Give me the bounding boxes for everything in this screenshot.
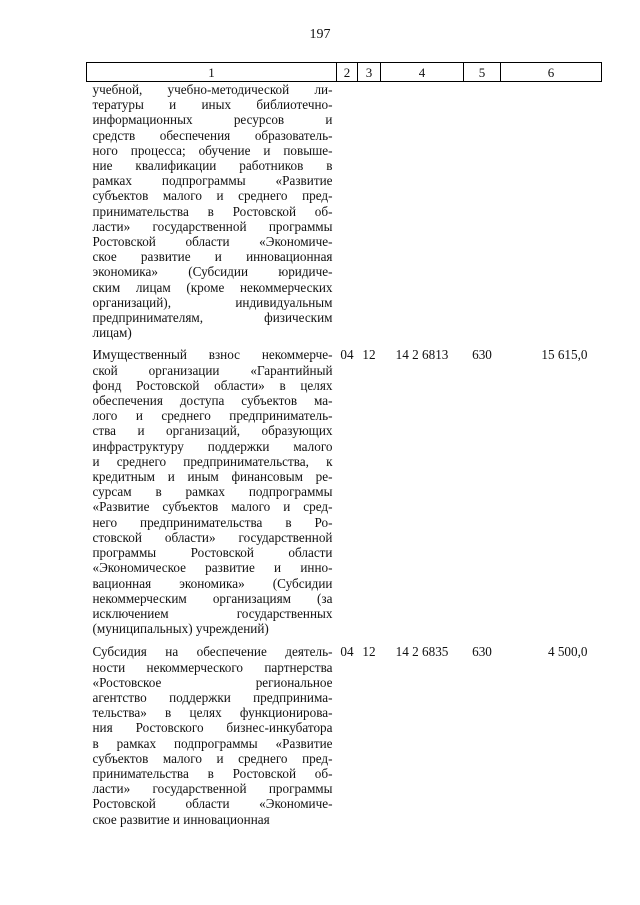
header-col-1: 1 (87, 63, 337, 82)
row-section-code: 04 (340, 347, 354, 363)
header-col-5: 5 (464, 63, 501, 82)
page-number: 197 (309, 27, 331, 42)
description-line: тературы и иных библиотечно- (92, 97, 333, 113)
description-line: субъектов малого и среднего пред- (92, 188, 333, 204)
table-row (87, 82, 602, 348)
row-subsection-code: 12 (362, 644, 376, 660)
description-line: ние квалификации работников в (92, 158, 333, 174)
description-line: средств обеспечения образователь- (92, 127, 333, 143)
description-line: ства и организаций, образующих (92, 423, 333, 439)
row-target-article: 14 2 6835 (395, 644, 449, 660)
description-line: фонд Ростовской области» в целях (92, 377, 333, 393)
description-line: субъектов малого и среднего пред- (92, 750, 333, 766)
row-subsection-code (358, 82, 381, 348)
description-line: тельства» в целях функционирова- (92, 705, 333, 721)
description-line: некоммерческим организациям (за (92, 590, 333, 606)
description-line: и среднего предпринимательства, к (92, 453, 333, 469)
row-target-article (381, 82, 464, 348)
description-line: инфраструктуру поддержки малого (92, 438, 333, 454)
description-line: исключением государственных (92, 605, 333, 621)
row-target-article: 14 2 6813 (395, 347, 449, 363)
description-line: в рамках подпрограммы «Развитие (92, 735, 333, 751)
description-line: лого и среднего предприниматель- (92, 408, 333, 424)
table-header (87, 63, 602, 82)
header-row (87, 63, 602, 82)
description-line: агентство поддержки предпринима- (92, 689, 333, 705)
description-line: программы Ростовской области (92, 545, 333, 561)
row-description (87, 644, 337, 826)
row-description (87, 82, 337, 348)
description-line: Ростовской области «Экономиче- (92, 234, 333, 250)
table-row (87, 347, 602, 644)
row-description (87, 347, 337, 644)
table-body (87, 82, 602, 827)
description-line: «Экономическое развитие и инно- (92, 560, 333, 576)
description-line: ного процесса; обучение и повыше- (92, 142, 333, 158)
description-line: Субсидия на обеспечение деятель- (92, 644, 333, 660)
description-line: ское развитие и инновационная (92, 249, 333, 265)
row-amount (501, 82, 602, 348)
header-col-2: 2 (337, 63, 358, 82)
description-line: «Развитие субъектов малого и сред- (92, 499, 333, 515)
description-line: организаций), индивидуальным (92, 294, 333, 310)
header-col-6: 6 (501, 63, 602, 82)
description-line: лицам) (92, 325, 132, 341)
description-line: ским лицам (кроме некоммерческих (92, 279, 333, 295)
budget-table (86, 62, 602, 827)
description-line: ское развитие и инновационная (92, 811, 270, 827)
description-line: предпринимателям, физическим (92, 310, 333, 326)
description-line: (муниципальных) учреждений) (92, 621, 269, 637)
description-line: него предпринимательства в Ро- (92, 514, 333, 530)
row-expense-type (464, 82, 501, 348)
description-line: информационных ресурсов и (92, 112, 333, 128)
row-subsection-code: 12 (362, 347, 376, 363)
row-section-code (337, 82, 358, 348)
description-line: учебной, учебно-методической ли- (92, 82, 333, 97)
description-line: рамках подпрограммы «Развитие (92, 173, 333, 189)
description-line: ской организации «Гарантийный (92, 362, 333, 378)
header-col-3: 3 (358, 63, 381, 82)
description-line: принимательства в Ростовской об- (92, 765, 333, 781)
description-line: принимательства в Ростовской об- (92, 203, 333, 219)
description-line: ласти» государственной программы (92, 781, 333, 797)
description-line: экономика» (Субсидии юридиче- (92, 264, 333, 280)
row-amount: 15 615,0 (541, 347, 588, 363)
row-amount: 4 500,0 (547, 644, 588, 660)
header-col-4: 4 (381, 63, 464, 82)
row-section-code: 04 (340, 644, 354, 660)
row-expense-type: 630 (472, 347, 492, 363)
description-line: ния Ростовского бизнес-инкубатора (92, 720, 333, 736)
description-line: ности некоммерческого партнерства (92, 659, 333, 675)
table-row (87, 644, 602, 826)
description-line: обеспечения доступа субъектов ма- (92, 393, 333, 409)
description-line: Имущественный взнос некоммерче- (92, 347, 333, 363)
description-line: «Ростовское региональное (92, 674, 333, 690)
description-line: вационная экономика» (Субсидии (92, 575, 333, 591)
description-line: ласти» государственной программы (92, 218, 333, 234)
description-line: стовской области» государственной (92, 529, 333, 545)
description-line: Ростовской области «Экономиче- (92, 796, 333, 812)
description-line: кредитным и иным финансовым ре- (92, 469, 333, 485)
row-expense-type: 630 (472, 644, 492, 660)
description-line: сурсам в рамках подпрограммы (92, 484, 333, 500)
